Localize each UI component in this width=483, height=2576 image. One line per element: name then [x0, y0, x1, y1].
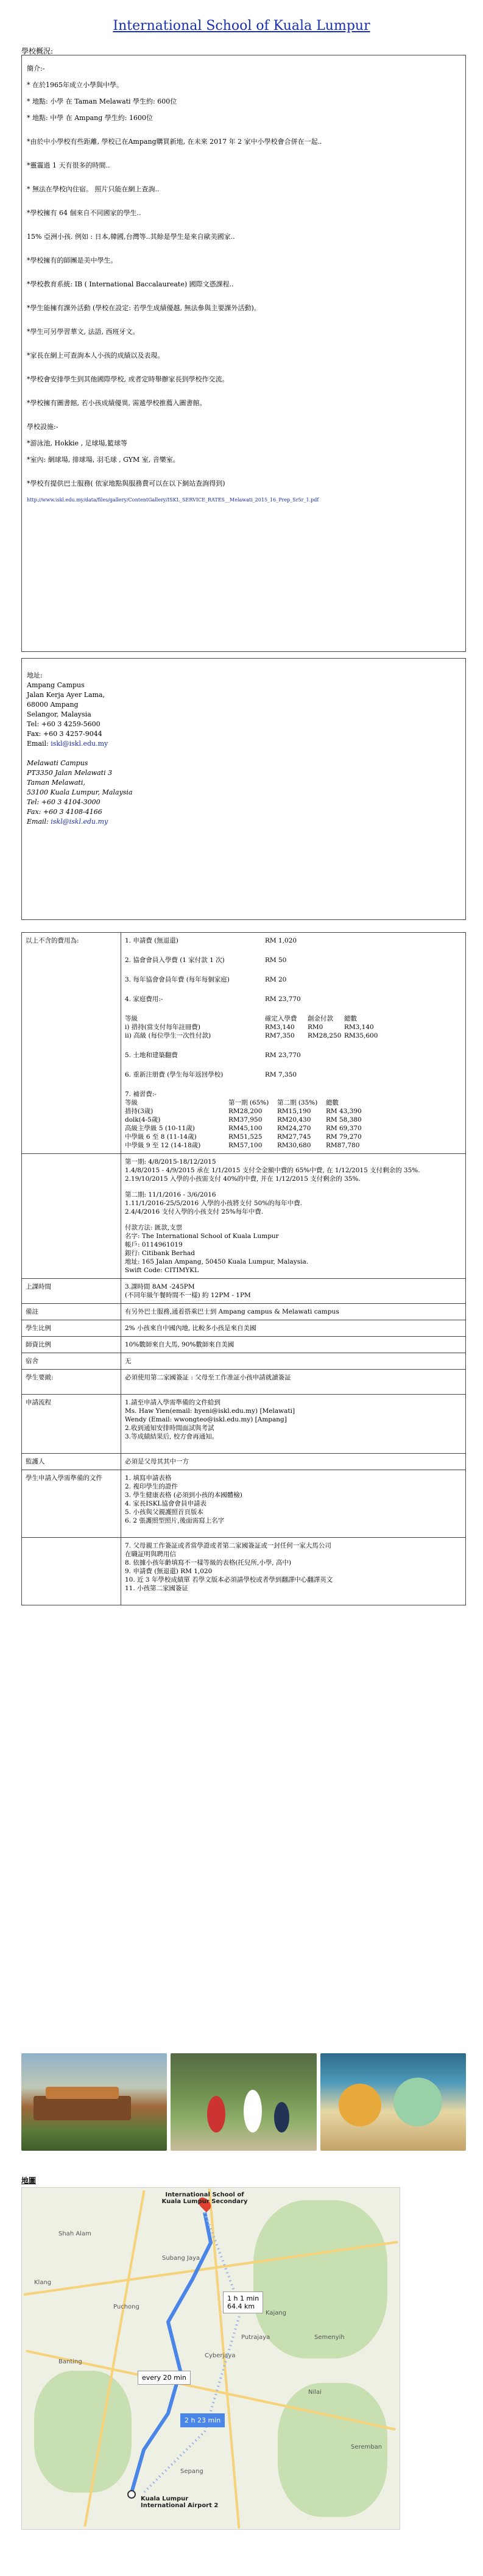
cell: RM30,680 — [277, 1142, 311, 1149]
overview-item: 15% 亞洲小孩. 例如 : 日本,韓國,台灣等..其餘是學生是來自歐美國家.. — [27, 233, 235, 241]
route-card-time[interactable]: 2 h 23 min — [180, 2413, 225, 2427]
overview-item: *學校教育系統: IB ( International Baccalaureate) 國際文憑課程.. — [27, 280, 234, 288]
bank-line: 地址: 165 Jalan Ampang, 50450 Kuala Lumpur, Malaysia. — [125, 1258, 309, 1265]
cell: 高級主學級 5 (10-11歲) — [125, 1125, 195, 1132]
info-label: 監護人 — [22, 1454, 121, 1470]
place-label: Banting — [58, 2358, 82, 2365]
col-head: 總數 — [344, 1015, 357, 1022]
cell: ii) 高級 (每位學生一次性付款) — [125, 1032, 211, 1039]
info-value: 2% 小孩來自中國內地, 比較多小孩是來自美國 — [121, 1320, 466, 1337]
fees-table — [21, 932, 466, 1605]
fee-line: 5. 土地和建築翻費 — [125, 1052, 178, 1059]
overview-heading: 學校概況: — [21, 47, 54, 55]
cell: RM 58,380 — [326, 1116, 362, 1123]
cell: i) 措持(當支付每年註冊費) — [125, 1024, 200, 1031]
place-label: Shah Alam — [58, 2231, 91, 2237]
cell: RM 43,390 — [326, 1108, 362, 1115]
info-label: 申請流程 — [22, 1395, 121, 1454]
fee-line: 3. 每年協會會員年費 (每年每個家庭) — [125, 976, 230, 983]
info-value: 无 — [121, 1353, 466, 1370]
place-label: Seremban — [351, 2444, 383, 2450]
col-head: 創金付款 — [308, 1015, 333, 1022]
fee-amount: RM 1,020 — [265, 937, 297, 944]
fee-line: 6. 重新注册費 (學生每年返回學校) — [125, 1071, 224, 1078]
payment-line: 第一期: 4/8/2015-18/12/2015 — [125, 1158, 216, 1166]
cell: RM3,140 — [265, 1024, 295, 1031]
col-head: 第一期 (65%) — [228, 1099, 269, 1106]
cell: 中學級 6 至 8 (11-14歲) — [125, 1133, 197, 1141]
info-label: 宿舍 — [22, 1353, 121, 1370]
contact-section — [21, 658, 466, 920]
bus-rates-link[interactable]: http://www.iskl.edu.my/data/files/gallery/ContentGallery/ISKL_SERVICE_RATES__Melawati_2015_16_Prep_Sr5r_1.pdf — [27, 497, 319, 503]
page-title: International School of Kuala Lumpur — [113, 18, 370, 34]
payment-line: 1.4/8/2015 - 4/9/2015 承在 1/1/2015 支付全金額中費的 65%中費, 在 1/12/2015 支付剩余的 35%. — [125, 1167, 420, 1174]
fee-line: 1. 申請費 (無退還) — [125, 937, 178, 944]
cell: RM 69,370 — [326, 1125, 362, 1132]
email-label: Email: — [27, 818, 51, 826]
bank-line: 付款方法: 匯款,支票 — [125, 1224, 183, 1231]
overview-item: *學生可另學習華文, 法語, 西班牙文。 — [27, 328, 139, 336]
ampang-email-link[interactable]: iskl@iskl.edu.my — [51, 740, 108, 748]
overview-item: * 地點: 中學 在 Ampang 學生約: 1600位 — [27, 114, 153, 122]
bus-note: *學校有提供巴士服務( 依家地點與服務費可以在以下網站查詢得到) — [27, 479, 225, 487]
fees-details — [121, 933, 466, 1154]
payment-details — [121, 1154, 466, 1279]
ampang-line: Selangor, Malaysia — [27, 710, 91, 718]
place-label: Putrajaya — [241, 2334, 270, 2341]
overview-item: * 無法在學校內住宿。 照片只能在網上查詢.. — [27, 185, 160, 193]
info-value: 10%數師來自大馬, 90%數師來自美國 — [121, 1337, 466, 1353]
cell: RM27,745 — [277, 1133, 311, 1141]
overview-item: * 在於1965年成立小學與中學。 — [27, 81, 123, 89]
info-label: 學生申請入學需準備的文件 — [22, 1470, 121, 1538]
ampang-line: Fax: +60 3 4257-9044 — [27, 730, 102, 738]
route-card-transit[interactable]: every 20 min — [138, 2371, 191, 2385]
overview-item: *由於中小學校有些距離, 學校已在Ampang購買新地, 在未來 2017 年 2 家中小學校會合併在一起.. — [27, 138, 322, 146]
overview-item: *學生能擁有課外活動 (學校在設定: 若學生成績優越, 無法參與主要課外活動)。 — [27, 304, 261, 312]
place-label: Nilai — [308, 2389, 322, 2396]
place-label: Klang — [34, 2279, 52, 2286]
place-label: Subang Jaya — [162, 2255, 200, 2262]
info-label: 師資比例 — [22, 1337, 121, 1353]
activities-label: 學校設施:- — [27, 423, 58, 431]
overview-item: * 地點: 小學 在 Taman Melawati 學生約: 600位 — [27, 97, 177, 105]
place-label: Kajang — [266, 2310, 287, 2316]
place-label: Sepang — [180, 2468, 203, 2475]
ampang-line: 68000 Ampang — [27, 701, 79, 709]
col-head: 第二期 (35%) — [277, 1099, 318, 1106]
ampang-line: Ampang Campus — [27, 681, 85, 689]
fee-line: 2. 協會會員入學費 (1 家付款 1 次) — [125, 957, 225, 964]
overview-item: *學校擁有的師團是美中學生。 — [27, 257, 118, 264]
info-value: 有另外巴士服務,通着搭乘巴士到 Ampang campus & Melawati campus — [121, 1304, 466, 1320]
cell: RM7,350 — [265, 1032, 295, 1039]
overview-intro: 簡介:- — [27, 65, 45, 73]
info-value: 1. 填寫申請表格 2. 複印學生的證件 3. 學生健康表格 (必須到小孩的本國體檢) 4. 家長ISKL協會會員申請表 5. 小孩與父親護照首頁版本 6. 2 張護照型照片,後面需寫上名字 — [121, 1470, 466, 1538]
overview-section — [21, 55, 466, 652]
melawati-line: Melawati Campus — [27, 759, 88, 767]
ampang-line: Tel: +60 3 4259-5600 — [27, 720, 100, 728]
cell: RM57,100 — [228, 1142, 263, 1149]
origin-label: Kuala Lumpur International Airport 2 — [141, 2496, 219, 2509]
overview-item: *家長在網上可查詢本人小孩的成績以及表現。 — [27, 352, 164, 359]
cell: RM35,600 — [344, 1032, 378, 1039]
campus-building-photo — [21, 2053, 167, 2151]
col-head: 確定入學費 — [265, 1015, 297, 1022]
route-map[interactable] — [21, 2187, 400, 2530]
place-label: Cyberjaya — [205, 2352, 236, 2359]
col-head: 等級 — [125, 1015, 138, 1022]
cell: RM51,525 — [228, 1133, 263, 1141]
cell: RM87,780 — [326, 1142, 360, 1149]
info-label: 備註 — [22, 1304, 121, 1320]
payment-line: 1.11/1/2016-25/5/2016 入學的小孩將支付 50%的每年中費. — [125, 1200, 303, 1207]
info-value: 7. 父母親工作簽証或者當學證或者第二家國簽証或一封任何一家大馬公司 在職証明與聘用信 8. 依據小孩年齡填寫不一樣等級的表格(托兒所,小學, 高中) 9. 申請費 (無退還) RM 1,020 10. 近 3 年學校成績單 若學文版本必須請學校或者學到翻譯中心翻譯英文 11. 小孩第二家國簽证 — [121, 1538, 466, 1605]
cell: RM 79,270 — [326, 1133, 362, 1141]
overview-item: *靈霾過 1 天有很多的時間.. — [27, 161, 110, 169]
cell: RM3,140 — [344, 1024, 374, 1031]
info-label: 上課時間 — [22, 1279, 121, 1304]
cell: dolk(4-5歲) — [125, 1116, 161, 1123]
info-label — [22, 1538, 121, 1605]
pool-photo — [320, 2053, 466, 2151]
overview-item: *學校擁有圖書館, 若小孩成績優異, 需遞學校推薦入圖書館。 — [27, 399, 206, 407]
contact-label: 地址: — [27, 671, 43, 679]
fee-amount: RM 50 — [265, 957, 287, 964]
activity-item: *游泳池, Hokkie , 足球場,籃球等 — [27, 439, 128, 447]
melawati-line: Fax: +60 3 4108-4166 — [27, 808, 102, 816]
bank-line: 名字: The International School of Kuala Lumpur — [125, 1233, 279, 1240]
info-value: 3.課時間 8AM -245PM (不同年級午餐時間不一樣) 約 12PM - 1PM — [121, 1279, 466, 1304]
info-value: 必須是父母其其中一方 — [121, 1454, 466, 1470]
cell: RM45,100 — [228, 1125, 263, 1132]
info-value: 必須使用第二家國簽証 : 父母至工作准証小孩申請就讀簽証 — [121, 1370, 466, 1395]
destination-label: International School of Kuala Lumpur Secondary — [161, 2192, 248, 2205]
col-head: 總數 — [326, 1099, 339, 1106]
bank-line: Swift Code: CITIMYKL — [125, 1267, 199, 1274]
cell: RM28,250 — [308, 1032, 342, 1039]
overview-item: *學校會安排學生到其他國際學校, 或者定時舉辦家長到學校作交流。 — [27, 375, 229, 383]
col-head: 等級 — [125, 1099, 138, 1106]
payment-line: 2.4/4/2016 支付入學的小孩支付 25%每年中費. — [125, 1208, 264, 1215]
fee-amount: RM 20 — [265, 976, 287, 983]
cell: RM37,950 — [228, 1116, 263, 1123]
melawati-line: PT3350 Jalan Melawati 3 — [27, 769, 113, 777]
cell: 措持(3歲) — [125, 1108, 153, 1115]
melawati-email-link[interactable]: iskl@iskl.edu.my — [51, 818, 108, 826]
route-card-drive[interactable]: 1 h 1 min 64.4 km — [223, 2291, 263, 2313]
bank-line: 銀行: Citibank Berhad — [125, 1250, 195, 1257]
payment-line: 2.19/10/2015 入學的小孩需支付 40%的中費, 并在 1/12/2015 支付剩余的 35%. — [125, 1175, 361, 1183]
fee-line: 4. 家庭費用:- — [125, 996, 163, 1003]
fees-label: 以上不含的費用為: — [22, 933, 121, 1154]
fee-line: 7. 補習費:- — [125, 1091, 157, 1098]
fee-amount: RM 7,350 — [265, 1071, 297, 1078]
photo-strip — [21, 2053, 466, 2151]
cell: RM0 — [308, 1024, 323, 1031]
info-label: 學生要緻: — [22, 1370, 121, 1395]
melawati-line: Tel: +60 3 4104-3000 — [27, 798, 100, 806]
info-value: 1.請至申請入學需準備的文件給到 Ms. Haw Yien(email: hyeni@iskl.edu.my) [Melawati] Wendy (Email: wwongteo@iskl.edu.my) [Ampang] 2.收到通知安排時間面試與考試 3.等成績結果后, 校方會再通知。 — [121, 1395, 466, 1454]
payment-line: 第二期: 11/1/2016 - 3/6/2016 — [125, 1191, 216, 1198]
students-photo — [171, 2053, 316, 2151]
overview-item: *學校擁有 64 個來自不同國家的學生.. — [27, 209, 141, 217]
cell: 中學級 9 至 12 (14-18歲) — [125, 1142, 201, 1149]
cell: RM24,270 — [277, 1125, 311, 1132]
melawati-line: 53100 Kuala Lumpur, Malaysia — [27, 788, 133, 796]
melawati-line: Taman Melawati, — [27, 779, 85, 787]
email-label: Email: — [27, 740, 51, 748]
fee-amount: RM 23,770 — [265, 996, 301, 1003]
fee-amount: RM 23,770 — [265, 1052, 301, 1059]
cell: RM28,200 — [228, 1108, 263, 1115]
ampang-line: Jalan Kerja Ayer Lama, — [27, 691, 105, 699]
cell: RM15,190 — [277, 1108, 311, 1115]
bank-line: 帳戶: 0114961019 — [125, 1241, 183, 1248]
cell: RM20,430 — [277, 1116, 311, 1123]
activity-item: *室內: 網球場, 排球場, 羽毛球 , GYM 室, 音樂室。 — [27, 456, 180, 464]
place-label: Puchong — [113, 2304, 139, 2310]
info-label: 學生比例 — [22, 1320, 121, 1337]
place-label: Semenyih — [314, 2334, 345, 2341]
map-label: 地圖 — [21, 2176, 37, 2185]
